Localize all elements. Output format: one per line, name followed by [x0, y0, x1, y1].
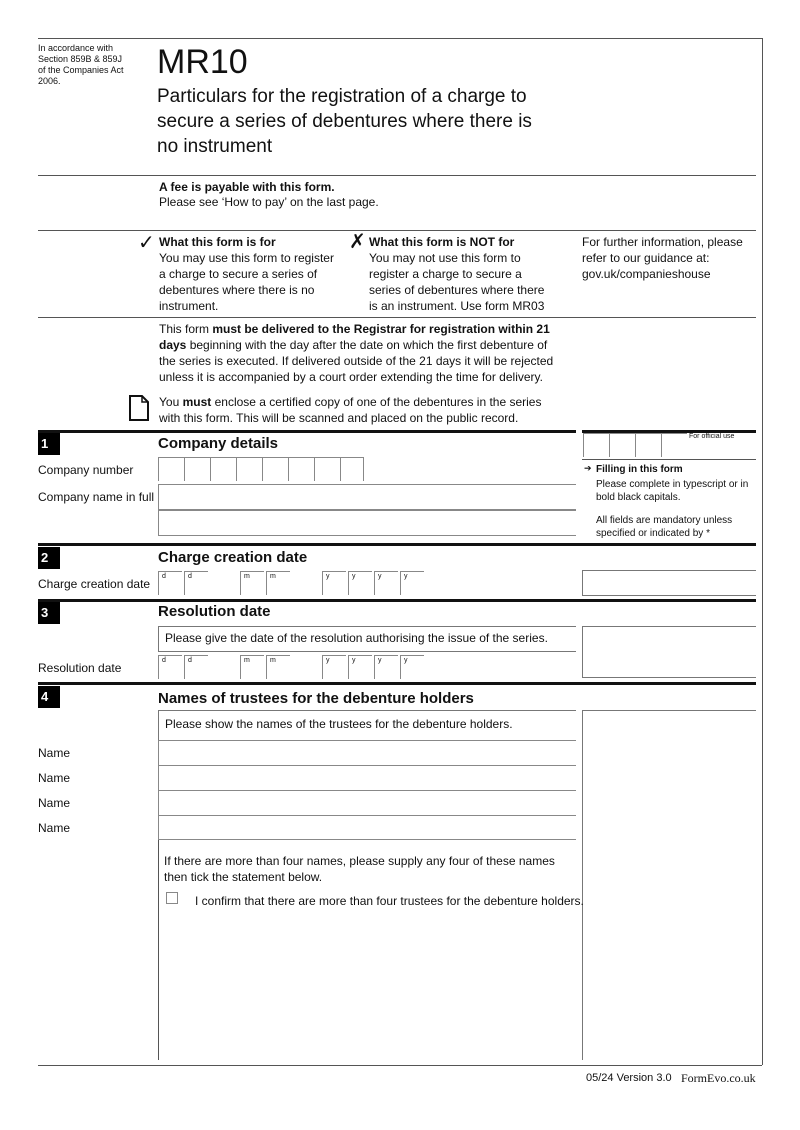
company-name-field-2[interactable] — [158, 510, 576, 536]
official-use-label: For official use — [689, 433, 735, 440]
legal-note: In accordance with Section 859B & 859J of the Companies Act 2006. — [38, 43, 124, 86]
company-number-digit[interactable] — [184, 457, 210, 481]
enclose-text: You must enclose a certified copy of one of the debentures in the series with this form. This will be scanned and placed on the public record. — [159, 395, 542, 425]
help-title: Filling in this form — [596, 464, 683, 475]
official-use-box — [583, 433, 609, 457]
charge-date-cells[interactable]: d d m m y y y y — [158, 571, 428, 597]
further-info: For further information, please refer to our guidance at: gov.uk/companieshouse — [582, 235, 743, 281]
official-use-box — [609, 433, 635, 457]
section-rule — [38, 682, 756, 685]
company-number-digit[interactable] — [236, 457, 262, 481]
name-field-1[interactable] — [158, 740, 576, 765]
form-code: MR10 — [157, 43, 248, 81]
help-text-1: Please complete in typescript or in bold black capitals. — [596, 479, 749, 503]
section-title: Names of trustees for the debenture holders — [158, 690, 474, 707]
company-number-digit[interactable] — [158, 457, 184, 481]
divider — [38, 317, 756, 318]
footer-version: 05/24 Version 3.0 — [586, 1072, 672, 1084]
section-rule — [38, 543, 756, 546]
arrow-icon: ➔ — [584, 463, 592, 473]
for-heading: What this form is for — [159, 235, 276, 249]
section-number: 3 — [38, 602, 60, 624]
not-for-heading: What this form is NOT for — [369, 235, 515, 249]
company-name-field-1[interactable] — [158, 484, 576, 510]
footer-brand: FormEvo.co.uk — [681, 1071, 756, 1085]
side-panel — [582, 710, 756, 1060]
section-number: 2 — [38, 547, 60, 569]
cross-icon: ✗ — [349, 231, 366, 253]
company-number-digit[interactable] — [340, 457, 364, 481]
frame-bottom — [38, 1065, 762, 1066]
section-title: Charge creation date — [158, 549, 308, 566]
fee-line2: Please see ‘How to pay’ on the last page. — [159, 195, 379, 209]
for-text: You may use this form to register a charge to secure a series of debentures where there is no instrument. — [159, 251, 334, 313]
section-rule — [38, 430, 576, 433]
frame-top — [38, 38, 762, 39]
checkmark-icon: ✓ — [138, 232, 155, 254]
not-for-text: You may not use this form to register a charge to secure a series of debentures where there is an instrument. Use form MR03 — [369, 251, 545, 313]
form-title: Particulars for the registration of a charge to secure a series of debentures where there is no instrument — [157, 86, 532, 157]
name-label: Name — [38, 746, 71, 760]
official-use-box — [661, 433, 687, 457]
name-label: Name — [38, 821, 71, 835]
section-rule — [38, 599, 756, 602]
divider — [38, 175, 756, 176]
charge-date-label: Charge creation date — [38, 577, 151, 591]
company-number-digit[interactable] — [314, 457, 340, 481]
resolution-date-cells[interactable]: d d m m y y y y — [158, 655, 428, 681]
side-panel — [582, 626, 756, 678]
section-number: 4 — [38, 686, 60, 708]
trustees-instruction: Please show the names of the trustees for the debenture holders. — [165, 717, 513, 731]
company-number-label: Company number — [38, 463, 134, 477]
name-field-3[interactable] — [158, 790, 576, 815]
company-number-digit[interactable] — [288, 457, 314, 481]
fee-line1: A fee is payable with this form. — [159, 180, 335, 194]
more-names-text: If there are more than four names, please supply any four of these names then tick the statement below. — [164, 854, 555, 884]
section-title: Company details — [158, 435, 279, 452]
side-panel — [582, 570, 756, 596]
confirm-checkbox[interactable] — [166, 892, 178, 904]
company-name-label: Company name in full — [38, 490, 155, 504]
divider — [582, 459, 756, 460]
frame-right — [762, 38, 763, 1065]
name-label: Name — [38, 796, 71, 810]
delivery-text: This form must be delivered to the Registrar for registration within 21 days beginning with the day after the date on which the first debenture of the series is executed. If delivered outside of the 21 days it will be rejected unless it is accompanied by a court order extending the time for delivery. — [159, 322, 554, 384]
help-text-2: All fields are mandatory unless specified or indicated by * — [596, 515, 733, 539]
section-title: Resolution date — [158, 603, 271, 620]
resolution-date-label: Resolution date — [38, 661, 122, 675]
name-label: Name — [38, 771, 71, 785]
company-number-digit[interactable] — [262, 457, 288, 481]
name-field-4[interactable] — [158, 815, 576, 840]
resolution-instruction: Please give the date of the resolution authorising the issue of the series. — [165, 631, 548, 645]
continuation-border — [158, 840, 159, 1060]
official-use-box — [635, 433, 661, 457]
confirm-text: I confirm that there are more than four trustees for the debenture holders. — [195, 894, 584, 908]
company-number-digit[interactable] — [210, 457, 236, 481]
name-field-2[interactable] — [158, 765, 576, 790]
document-icon — [129, 395, 149, 424]
section-number: 1 — [38, 433, 60, 455]
